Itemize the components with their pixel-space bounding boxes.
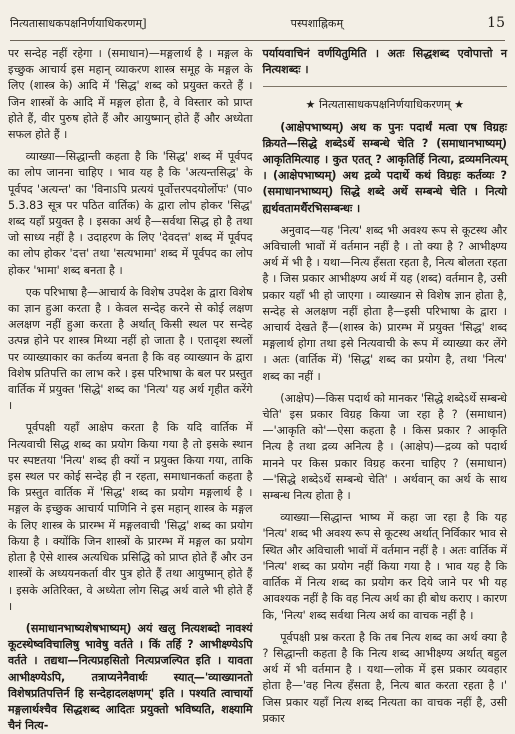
paragraph: पर सन्देह नहीं रहेगा । (समाधान)—मङ्गलार्थ है । मङ्गल के इच्छुक आचार्य इस महान् व्याकरण शास्त्र समूह के मङ्गल के लिए (शास्त्र के) आदि में 'सिद्ध' शब्द को प्रयुक्त करते हैं । जिन शास्त्रों के आदि में मङ्गल होता है, वे विस्तार को प्राप्त होते हैं, वीर पुरुष होते हैं और आयुष्मान् होते हैं और अध्येता सफल होते हैं । [8, 47, 253, 142]
section-subheading: ★ नित्यतासाधकपक्षनिर्णयाधिकरणम् ★ [305, 98, 465, 112]
left-column [8, 46, 253, 733]
header-chapter-title: पस्पशाह्निकम् [290, 16, 344, 30]
paragraph: पूर्वपक्षी यहाँ आक्षेप करता है कि यदि वार्तिक में नित्यवाची सिद्ध शब्द का प्रयोग किया गया है तो इसके स्थान पर स्पष्टतया 'नित्य' शब्द ही क्यों न प्रयुक्त किया गया, ताकि इस स्थल पर कोई सन्देह ही न रहता, समाधानकर्ता कहता है कि प्रस्तुत वार्तिक में 'सिद्ध' शब्द का प्रयोग मङ्गलार्थ है । मङ्गल के इच्छुक आचार्य पाणिनि ने इस महान् शास्त्र के मङ्गल के लिए शास्त्र के प्रारम्भ में मङ्गलवाची 'सिद्ध' शब्द का प्रयोग किया है । क्योंकि जिन शास्त्रों के प्रारम्भ में मङ्गल का प्रयोग होता है ऐसे शास्त्र अत्यधिक प्रसिद्धि को प्राप्त होते हैं और उन शास्त्रों के अध्ययनकर्ता वीर पुत्र होते हैं तथा आयुष्मान् होते हैं । इसके अतिरिक्त, वे अध्येता लोग सिद्ध अर्थ वाले भी होते हैं । [8, 421, 253, 613]
header-section-title: नित्यतासाधकपक्षनिर्णयाधिकरणम्] [10, 16, 147, 30]
paragraph: पूर्वपक्षी प्रश्न करता है कि तब नित्य शब्द का अर्थ क्या है ? सिद्धान्ती कहता है कि नित्य शब्द आभीक्ष्ण्य अर्थात् बहुल अर्थ में भी वर्तमान है । यथा—लोक में इस प्रकार व्यवहार होता है—'वह नित्य हँसता है, नित्य बात करता रहता है ।' जिस प्रकार यहाँ नित्य शब्द नित्यता का वाचक नहीं है, उसी प्रकार [262, 630, 507, 725]
page-number: 15 [487, 15, 505, 31]
sanskrit-paragraph: (आक्षेपभाष्यम्) अथ क पुनः पदार्थं मत्वा एष विग्रहः क्रियते—सिद्धे शब्देऽर्थे सम्बन्धे चेति ? (समाधानभाष्यम्) आकृतिमित्याह । कुत एतत् ? आकृतिर्हि नित्या, द्रव्यमनित्यम् । (आक्षेपभाष्यम्) अथ द्रव्ये पदार्थे कथं विग्रहः कर्तव्यः ? (समाधानभाष्यम्) सिद्धे शब्दे अर्थे सम्बन्धे चेति । नित्यो ह्यर्थवतामर्थैरभिसम्बन्धः । [262, 120, 507, 215]
right-column [262, 46, 508, 725]
running-header [10, 6, 505, 41]
sanskrit-paragraph: पर्यायवाचिनं वर्णयितुमिति । अतः सिद्धशब्द एवोपात्तो न नित्यशब्दः । [262, 47, 507, 77]
paragraph: व्याख्या—सिद्धान्ती कहता है कि 'सिद्ध' शब्द में पूर्वपद का लोप जानना चाहिए । भाव यह है कि 'अत्यन्तसिद्ध' के पूर्वपद 'अत्यन्त' का 'विनाऽपि प्रत्ययं पूर्वोत्तरपदयोर्लोपः' (पा० 5.3.83 सूत्र पर पठित वार्तिक) के द्वारा लोप होकर 'सिद्ध' शब्द यहाँ प्रयुक्त है । इसका अर्थ है—सर्वथा सिद्ध हो है तथा जो साध्य नहीं है । उदाहरण के लिए 'देवदत्त' शब्द में पूर्वपद का लोप होकर 'दत्त' तथा 'सत्यभामा' शब्द में पूर्वपद का लोप होकर 'भामा' शब्द बनता है । [8, 150, 253, 277]
paragraph: एक परिभाषा है—आचार्य के विशेष उपदेश के द्वारा विशेष का ज्ञान हुआ करता है । केवल सन्देह करने से कोई लक्षण अलक्षण नहीं हुआ करता है अर्थात् किसी स्थल पर सन्देह उत्पन्न होने पर शास्त्र मिथ्या नहीं हो जाता है । एतादृश स्थलों पर व्याख्याकार का कर्तव्य बनता है कि वह व्याख्यान के द्वारा विशेष प्रतिपत्ति का लाभ करे । इस परिभाषा के बल पर प्रस्तुत वार्तिक में प्रयुक्त 'सिद्धे' शब्द का 'नित्य' यह अर्थ गृहीत करेंगे । [8, 285, 253, 413]
sanskrit-paragraph: (समाधानभाष्यशेषभाष्यम्) अयं खलु नित्यशब्दो नावश्यं कूटस्थेष्वविचालिषु भावेषु वर्तते । किं तर्हि ? आभीक्ष्ण्येऽपि वर्तते । तद्यथा—नित्यप्रहसितो नित्यप्रजल्पित इति । यावता आभीक्ष्ण्येऽपि, तत्राप्यनेनैवार्थः स्यात्—'व्याख्यानतो विशेषप्रतिपत्तिर्न हि सन्देहादलक्षणम्' इति । पश्यति त्वाचार्यो मङ्गलार्थश्चैव सिद्धशब्द आदितः प्रयुक्तो भविष्यति, शक्ष्यामि चैनं नित्य- [8, 621, 253, 733]
paragraph: अनुवाद—यह 'नित्य' शब्द भी अवश्य रूप से कूटस्थ और अविचाली भावों में वर्तमान नहीं है । तो क्या है ? आभीक्ष्ण्य अर्थ में भी है । यथा—नित्य हँसता रहता है, नित्य बोलता रहता है । जिस प्रकार आभीक्ष्ण्य अर्थ में यह (शब्द) वर्तमान है, उसी प्रकार यहाँ भी हो जाएगा । व्याख्यान से विशेष ज्ञान होता है, सन्देह से अलक्षण नहीं होता है—इसी परिभाषा के द्वारा । आचार्य देखते हैं—(शास्त्र के) प्रारम्भ में प्रयुक्त 'सिद्ध' शब्द मङ्गलार्थ होगा तथा इसे नित्यवाची के रूप में व्याख्या कर लेंगे । अतः (वार्तिक में) 'सिद्ध' शब्द का प्रयोग है, तथा 'नित्य' शब्द का नहीं । [262, 223, 507, 383]
paragraph: (आक्षेप)—किस पदार्थ को मानकर 'सिद्धे शब्देऽर्थे सम्बन्धे चेति' इस प्रकार विग्रह किया जा रहा है ? (समाधान)—'आकृति को'—ऐसा कहता है । किस प्रकार ? आकृति नित्य है तथा द्रव्य अनित्य है । (आक्षेप)—द्रव्य को पदार्थ मानने पर किस प्रकार विग्रह करना चाहिए ? (समाधान)—'सिद्धे शब्देऽर्थे सम्बन्धे चेति' । अर्थवान् का अर्थ के साथ सम्बन्ध नित्य होता है । [262, 391, 507, 503]
paragraph: व्याख्या—सिद्धान्त भाष्य में कहा जा रहा है कि यह 'नित्य' शब्द भी अवश्य रूप से कूटस्थ अर्थात् निर्विकार भाव से स्थित और अविचाली भावों में वर्तमान नहीं है । अतः वार्तिक में 'नित्य' शब्द का प्रयोग नहीं किया गया है । भाव यह है कि वार्तिक में नित्य शब्द का प्रयोग कर दिये जाने पर भी यह आवश्यक नहीं है कि वह नित्य अर्थ का ही बोध कराए । कारण कि, 'नित्य' शब्द सर्वथा नित्य अर्थ का वाचक नहीं है । [262, 511, 507, 622]
text-columns [8, 46, 507, 733]
divider [263, 86, 508, 87]
